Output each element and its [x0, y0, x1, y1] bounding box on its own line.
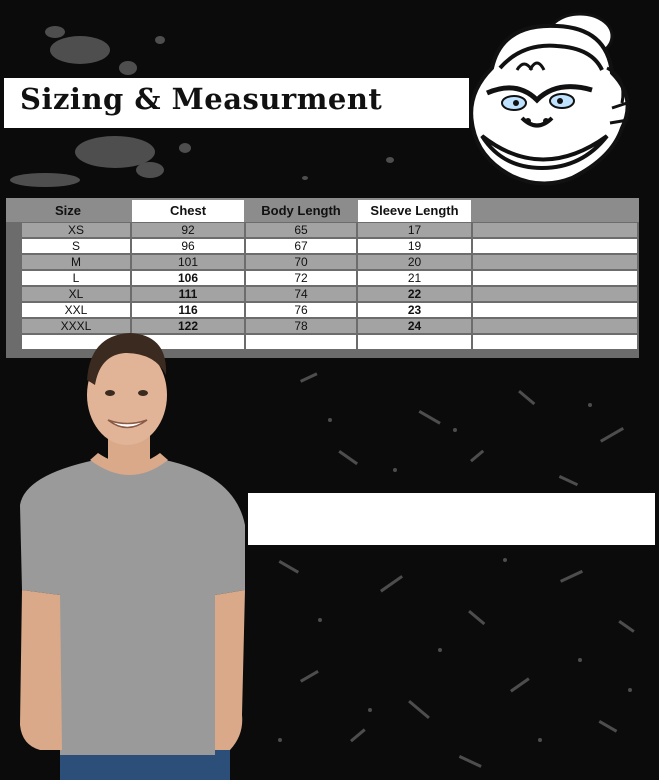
sleeve-length-cell: 20: [407, 255, 422, 269]
table-cell-bg: [358, 335, 471, 349]
size-cell: M: [71, 255, 81, 269]
white-stripe: [248, 493, 655, 545]
size-cell: XXXL: [60, 319, 92, 333]
sleeve-length-cell: 22: [407, 287, 422, 301]
body-length-cell: 76: [294, 303, 308, 317]
table-cell-bg: [473, 223, 637, 237]
table-cell-bg: [473, 255, 637, 269]
sleeve-length-cell: 23: [407, 303, 422, 317]
table-cell-bg: [246, 335, 356, 349]
chest-cell: 92: [181, 223, 195, 237]
body-length-cell: 67: [294, 239, 308, 253]
table-cell-bg: [473, 303, 637, 317]
chest-cell: 96: [181, 239, 195, 253]
table-cell-bg: [473, 271, 637, 285]
header-sleeve-length: Sleeve Length: [370, 202, 459, 218]
body-length-cell: 74: [294, 287, 308, 301]
body-length-cell: 72: [294, 271, 308, 285]
header-blank: [473, 198, 637, 222]
size-cell: XXL: [64, 303, 88, 317]
gorilla-mascot-icon: [462, 8, 642, 188]
sleeve-length-cell: 21: [407, 271, 422, 285]
table-cell-bg: [473, 319, 637, 333]
chest-cell: 111: [178, 287, 198, 301]
body-length-cell: 70: [294, 255, 308, 269]
table-cell-bg: [473, 335, 637, 349]
chest-cell: 106: [177, 271, 199, 285]
body-length-cell: 65: [294, 223, 308, 237]
model-in-tshirt-image: [0, 325, 260, 780]
table-cell-bg: [473, 239, 637, 253]
sleeve-length-cell: 17: [407, 223, 422, 237]
header-chest: Chest: [169, 202, 207, 218]
chest-cell: 101: [177, 255, 199, 269]
page-title: Sizing & Measurment: [20, 82, 383, 116]
header-body-length: Body Length: [261, 202, 341, 218]
sleeve-length-cell: 19: [407, 239, 422, 253]
size-cell: XL: [68, 287, 84, 301]
size-cell: L: [72, 271, 80, 285]
table-cell-bg: [473, 287, 637, 301]
chest-cell: 122: [177, 319, 199, 333]
body-length-cell: 78: [294, 319, 308, 333]
chest-cell: 116: [178, 303, 198, 317]
size-cell: XS: [67, 223, 84, 237]
header-size: Size: [54, 202, 81, 218]
size-cell: S: [71, 239, 80, 253]
sleeve-length-cell: 24: [407, 319, 422, 333]
